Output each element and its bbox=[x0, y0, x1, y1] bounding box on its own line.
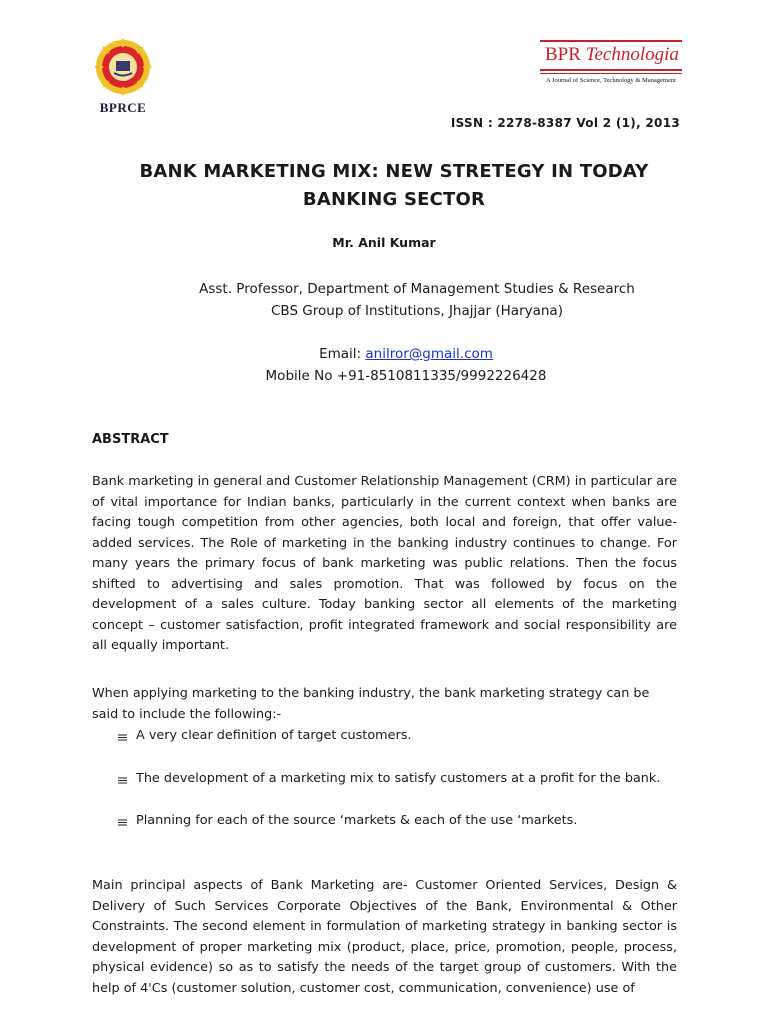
title-line-1: BANK MARKETING MIX: NEW STRETEGY IN TODAY bbox=[139, 161, 649, 182]
bullet-icon bbox=[118, 777, 127, 784]
abstract-paragraph-2: When applying marketing to the banking industry, the bank marketing strategy can be said to include the following:- bbox=[92, 686, 650, 722]
strategy-list bbox=[116, 726, 681, 832]
abstract-heading: ABSTRACT bbox=[92, 432, 169, 447]
bullet-icon bbox=[118, 819, 127, 826]
list-item-text: A very clear definition of target customers. bbox=[136, 728, 412, 743]
list-item bbox=[116, 726, 681, 747]
logo-rule-mid-thin bbox=[540, 73, 682, 74]
title-line-2: BANKING SECTOR bbox=[302, 189, 486, 210]
abstract-paragraph-1: Bank marketing in general and Customer Relationship Management (CRM) in particular are of vital importance for Indian banks, particularly in the current context when banks are facing tough competition from other agencies, both local and foreign, that offer value-added services. The Role of marketing in the banking industry continues to change. For many years the primary focus of bank marketing was public relations. Then the focus shifted to advertising and sales promotion. That was followed by focus on the development of a sales culture. Today banking sector all elements of the marketing concept – customer satisfaction, profit integrated framework and social responsibility are all equally important. bbox=[92, 474, 677, 653]
bpr-technologia-title bbox=[545, 43, 682, 67]
bpr-technologia-logo bbox=[540, 40, 682, 84]
affiliation bbox=[0, 278, 768, 322]
email-link[interactable]: anilror@gmail.com bbox=[365, 346, 493, 362]
bprce-logo-text: BPRCE bbox=[99, 100, 147, 115]
list-item bbox=[116, 769, 681, 790]
affiliation-line-1: Asst. Professor, Department of Management Studies & Research bbox=[199, 281, 635, 297]
list-item bbox=[116, 811, 681, 832]
list-item-text: The development of a marketing mix to satisfy customers at a profit for the bank. bbox=[136, 770, 661, 786]
issn-line: ISSN : 2278-8387 Vol 2 (1), 2013 bbox=[450, 116, 680, 130]
logo-rule-top bbox=[540, 40, 682, 42]
abstract-paragraph-3: Main principal aspects of Bank Marketing are- Customer Oriented Services, Design & Delivery of Such Services Corporate Objectives of the Bank, Environmental & Other Constraints. The second element in formulation of marketing strategy in banking sector is development of proper marketing mix (product, place, price, promotion, people, process, physical evidence) so as to satisfy the needs of the target group of customers. With the help of 4'Cs (customer solution, customer cost, communication, convenience) use of bbox=[92, 878, 677, 996]
logo-brand-bpr: BPR bbox=[545, 44, 581, 65]
email-line bbox=[0, 343, 768, 365]
affiliation-line-2: CBS Group of Institutions, Jhajjar (Haryana) bbox=[271, 303, 563, 319]
logo-tagline: A Journal of Science, Technology & Management bbox=[546, 77, 676, 84]
list-item-text: Planning for each of the source ‘markets & each of the use ‘markets. bbox=[136, 813, 578, 828]
email-label: Email: bbox=[319, 346, 362, 362]
article-title bbox=[90, 158, 698, 214]
bprce-emblem-icon bbox=[94, 38, 152, 96]
bullet-icon bbox=[118, 734, 127, 741]
bprce-logo bbox=[88, 38, 158, 116]
author-name: Mr. Anil Kumar bbox=[332, 235, 436, 250]
contact-block bbox=[0, 343, 768, 387]
logo-rule-mid bbox=[540, 69, 682, 71]
mobile-line: Mobile No +91-8510811335/9992226428 bbox=[265, 368, 547, 384]
logo-brand-technologia: Technologia bbox=[585, 44, 679, 65]
